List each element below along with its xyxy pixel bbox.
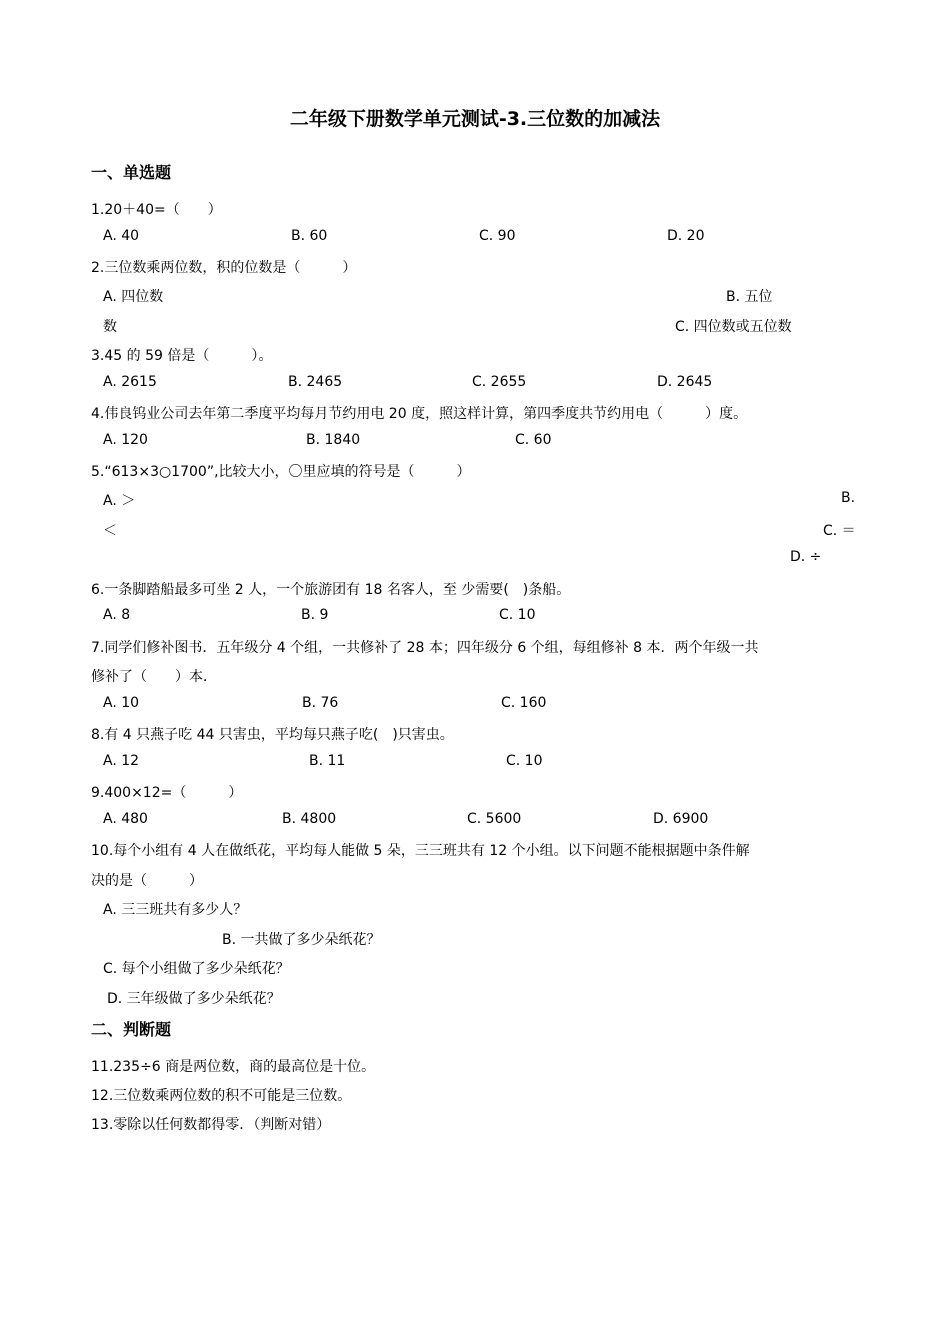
question-12: 12.三位数乘两位数的积不可能是三位数。 [91, 1088, 352, 1104]
question-7: 7.同学们修补图书．五年级分 4 个组，一共修补了 28 本；四年级分 6 个组，每组修补 8 本．两个年级一共 [91, 640, 759, 656]
question-10: 10.每个小组有 4 人在做纸花，平均每人能做 5 朵，三三班共有 12 个小组。以下问题不能根据题中条件解 [91, 843, 750, 859]
q1-option-b: B. 60 [291, 228, 328, 244]
q2-option-c: C. 四位数或五位数 [675, 319, 792, 335]
question-9: 9.400×12=（ ） [91, 785, 243, 801]
q4-option-a: A. 120 [103, 432, 148, 448]
section-heading-true-false: 二、判断题 [91, 1020, 172, 1039]
question-8: 8.有 4 只燕子吃 44 只害虫，平均每只燕子吃( )只害虫。 [91, 727, 454, 743]
question-4: 4.伟良钨业公司去年第二季度平均每月节约用电 20 度，照这样计算，第四季度共节约用电（ ）度。 [91, 406, 748, 422]
q1-option-d: D. 20 [667, 228, 705, 244]
page-title: 二年级下册数学单元测试-3.三位数的加减法 [289, 108, 661, 130]
question-6: 6.一条脚踏船最多可坐 2 人，一个旅游团有 18 名客人，至 少需要( )条船。 [91, 582, 571, 598]
q2-option-b-continued: 数 [103, 319, 117, 335]
q7-option-c: C. 160 [501, 695, 547, 711]
q4-option-b: B. 1840 [306, 432, 361, 448]
q10-option-a: A. 三三班共有多少人？ [103, 902, 248, 918]
q6-option-b: B. 9 [301, 607, 329, 623]
q9-option-c: C. 5600 [467, 811, 522, 827]
q1-option-a: A. 40 [103, 228, 140, 244]
question-1: 1.20＋40=（ ） [91, 202, 222, 218]
q6-option-c: C. 10 [499, 607, 536, 623]
q3-option-b: B. 2465 [288, 374, 343, 390]
q7-option-b: B. 76 [302, 695, 339, 711]
q8-option-b: B. 11 [309, 753, 346, 769]
q8-option-a: A. 12 [103, 753, 140, 769]
q2-option-a: A. 四位数 [103, 289, 164, 305]
question-7-continued: 修补了（ ）本． [91, 669, 217, 685]
question-5: 5.“613×3○1700”,比较大小，〇里应填的符号是（ ） [91, 464, 471, 480]
q10-option-b: B. 一共做了多少朵纸花？ [222, 932, 381, 948]
q5-option-c: C. ＝ [823, 523, 856, 539]
q1-option-c: C. 90 [479, 228, 516, 244]
q6-option-a: A. 8 [103, 607, 131, 623]
q4-option-c: C. 60 [515, 432, 552, 448]
q10-option-d: D. 三年级做了多少朵纸花？ [107, 991, 281, 1007]
q3-option-c: C. 2655 [472, 374, 527, 390]
q9-option-a: A. 480 [103, 811, 148, 827]
section-heading-single-choice: 一、单选题 [91, 163, 172, 182]
question-11: 11.235÷6 商是两位数，商的最高位是十位。 [91, 1059, 376, 1075]
q5-option-d: D. ÷ [790, 549, 822, 565]
q5-option-b: B. [841, 490, 856, 506]
question-3: 3.45 的 59 倍是（ ）。 [91, 348, 273, 364]
q10-option-c: C. 每个小组做了多少朵纸花？ [103, 961, 290, 977]
q5-option-a: A. ＞ [103, 493, 136, 509]
q2-option-b: B. 五位 [726, 289, 773, 305]
q9-option-d: D. 6900 [653, 811, 709, 827]
question-10-continued: 决的是（ ） [91, 873, 203, 889]
q3-option-d: D. 2645 [657, 374, 713, 390]
q3-option-a: A. 2615 [103, 374, 157, 390]
q5-option-b-continued: ＜ [103, 523, 117, 539]
q9-option-b: B. 4800 [282, 811, 337, 827]
question-2: 2.三位数乘两位数，积的位数是（ ） [91, 260, 357, 276]
q7-option-a: A. 10 [103, 695, 140, 711]
question-13: 13.零除以任何数都得零．（判断对错） [91, 1117, 331, 1133]
q8-option-c: C. 10 [506, 753, 543, 769]
